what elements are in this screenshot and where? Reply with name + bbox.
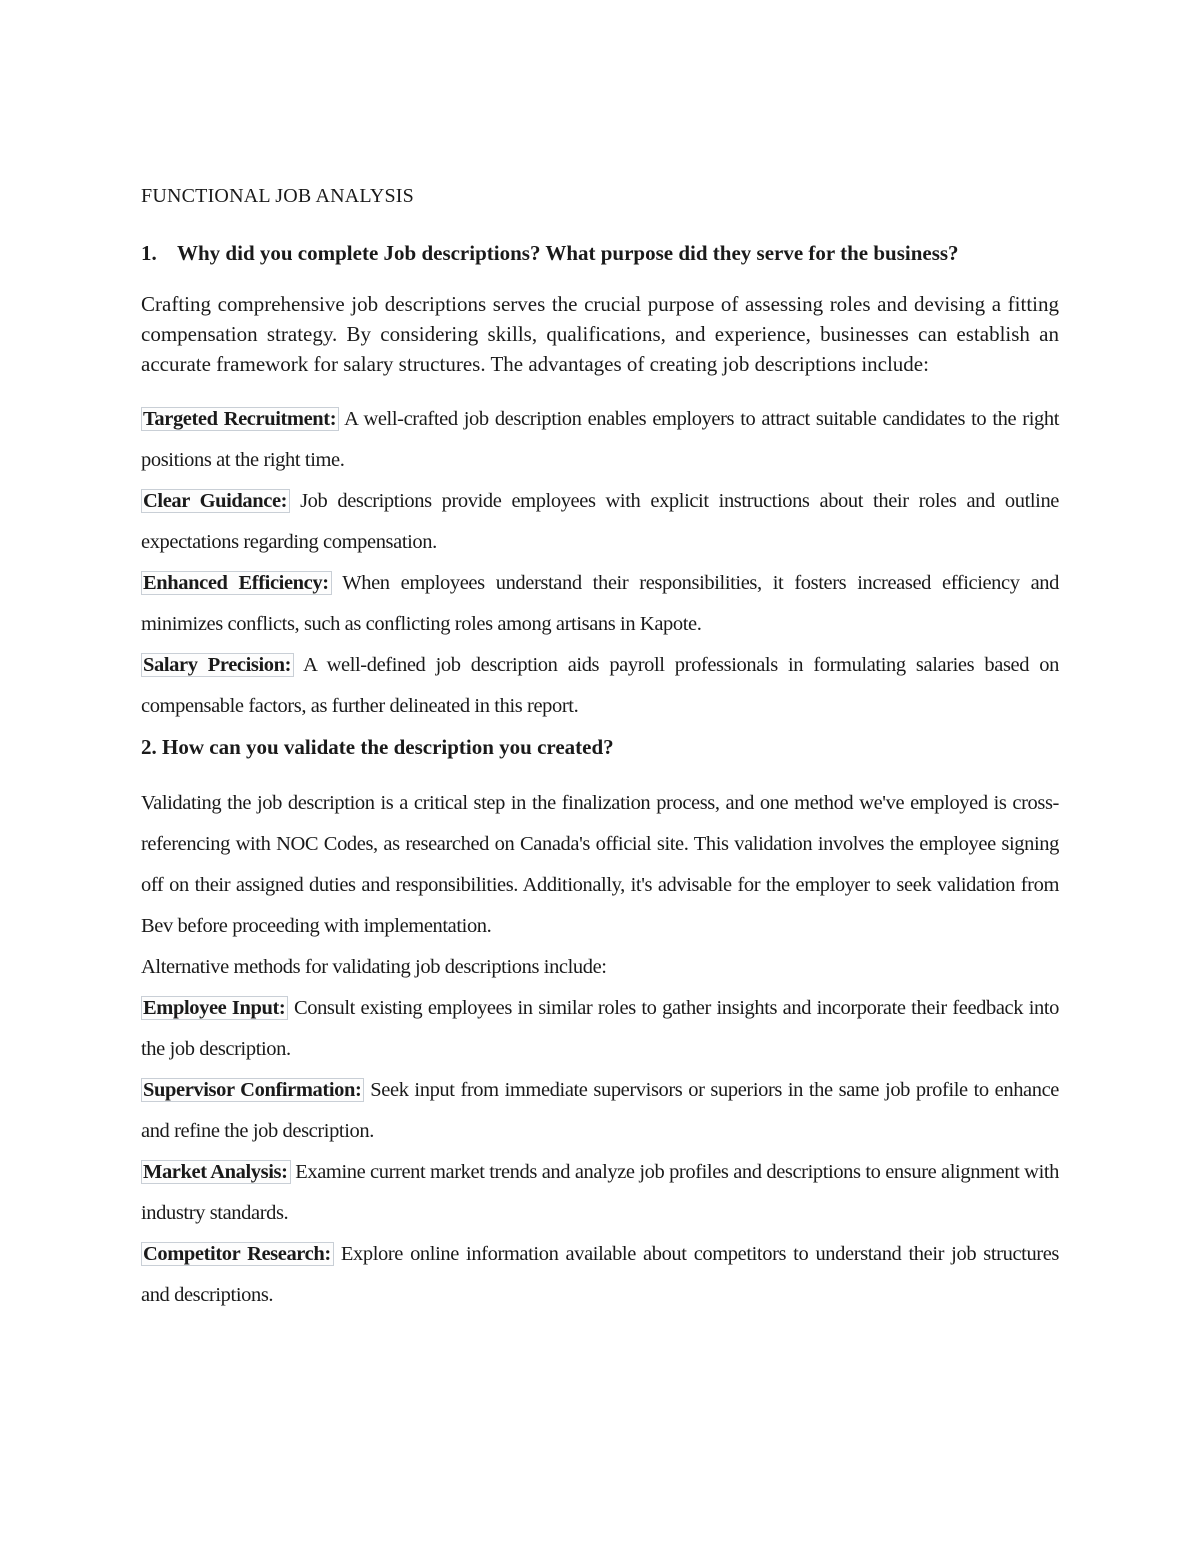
method-term: Employee Input: (141, 996, 288, 1020)
method-text: Seek input from immediate supervisors or superiors in the same job profile to enhance and refine the job description. (141, 1079, 1060, 1142)
advantage-text: A well-defined job description aids payroll professionals in formulating salaries based on compensable factors, as further delineated in this report. (141, 654, 1059, 717)
advantage-item (141, 481, 1059, 563)
validation-paragraph: Validating the job description is a critical step in the finalization process, and one method we've employed is cross-referencing with NOC Codes, as researched on Canada's official site. This validation involves the employee signing off on their assigned duties and responsibilities. Additionally, it's advisable for the employer to seek validation from Bev before proceeding with implementation. (141, 792, 1059, 937)
question-1 (141, 239, 1059, 267)
method-term: Supervisor Confirmation: (141, 1078, 364, 1102)
method-text: Explore online information available about competitors to understand their job structures and descriptions. (141, 1243, 1059, 1306)
advantage-term: Salary Precision: (141, 653, 294, 677)
advantage-text: When employees understand their responsibilities, it fosters increased efficiency and minimizes conflicts, such as conflicting roles among artisans in Kapote. (141, 572, 1059, 635)
document-title: FUNCTIONAL JOB ANALYSIS (141, 185, 414, 207)
method-item (141, 1070, 1059, 1152)
method-term: Competitor Research: (141, 1242, 334, 1266)
advantage-item (141, 563, 1059, 645)
method-item (141, 1234, 1059, 1316)
advantage-item (141, 399, 1059, 481)
method-text: Examine current market trends and analyze job profiles and descriptions to ensure alignment with industry standards. (141, 1161, 1060, 1224)
advantage-text: Job descriptions provide employees with explicit instructions about their roles and outline expectations regarding compensation. (141, 490, 1059, 553)
method-text: Consult existing employees in similar roles to gather insights and incorporate their feedback into the job description. (141, 997, 1059, 1060)
advantage-term: Clear Guidance: (141, 489, 290, 513)
question-1-number: 1. (141, 241, 157, 265)
question-2: 2. How can you validate the description you created? (141, 735, 614, 759)
question-1-text: Why did you complete Job descriptions? What purpose did they serve for the business? (177, 241, 959, 265)
advantage-term: Enhanced Efficiency: (141, 571, 332, 595)
intro-paragraph: Crafting comprehensive job descriptions serves the crucial purpose of assessing roles and devising a fitting compensation strategy. By considering skills, qualifications, and experience, businesses can establish an accurate framework for salary structures. The advantages of creating job descriptions include: (141, 292, 1059, 376)
advantage-item (141, 645, 1059, 727)
advantage-term: Targeted Recruitment: (141, 407, 339, 431)
document-page (141, 180, 1059, 1316)
method-item (141, 1152, 1059, 1234)
advantage-text: A well-crafted job description enables employers to attract suitable candidates to the right positions at the right time. (141, 408, 1059, 471)
method-term: Market Analysis: (141, 1160, 291, 1184)
alternative-intro: Alternative methods for validating job descriptions include: (141, 956, 607, 978)
method-item (141, 988, 1059, 1070)
